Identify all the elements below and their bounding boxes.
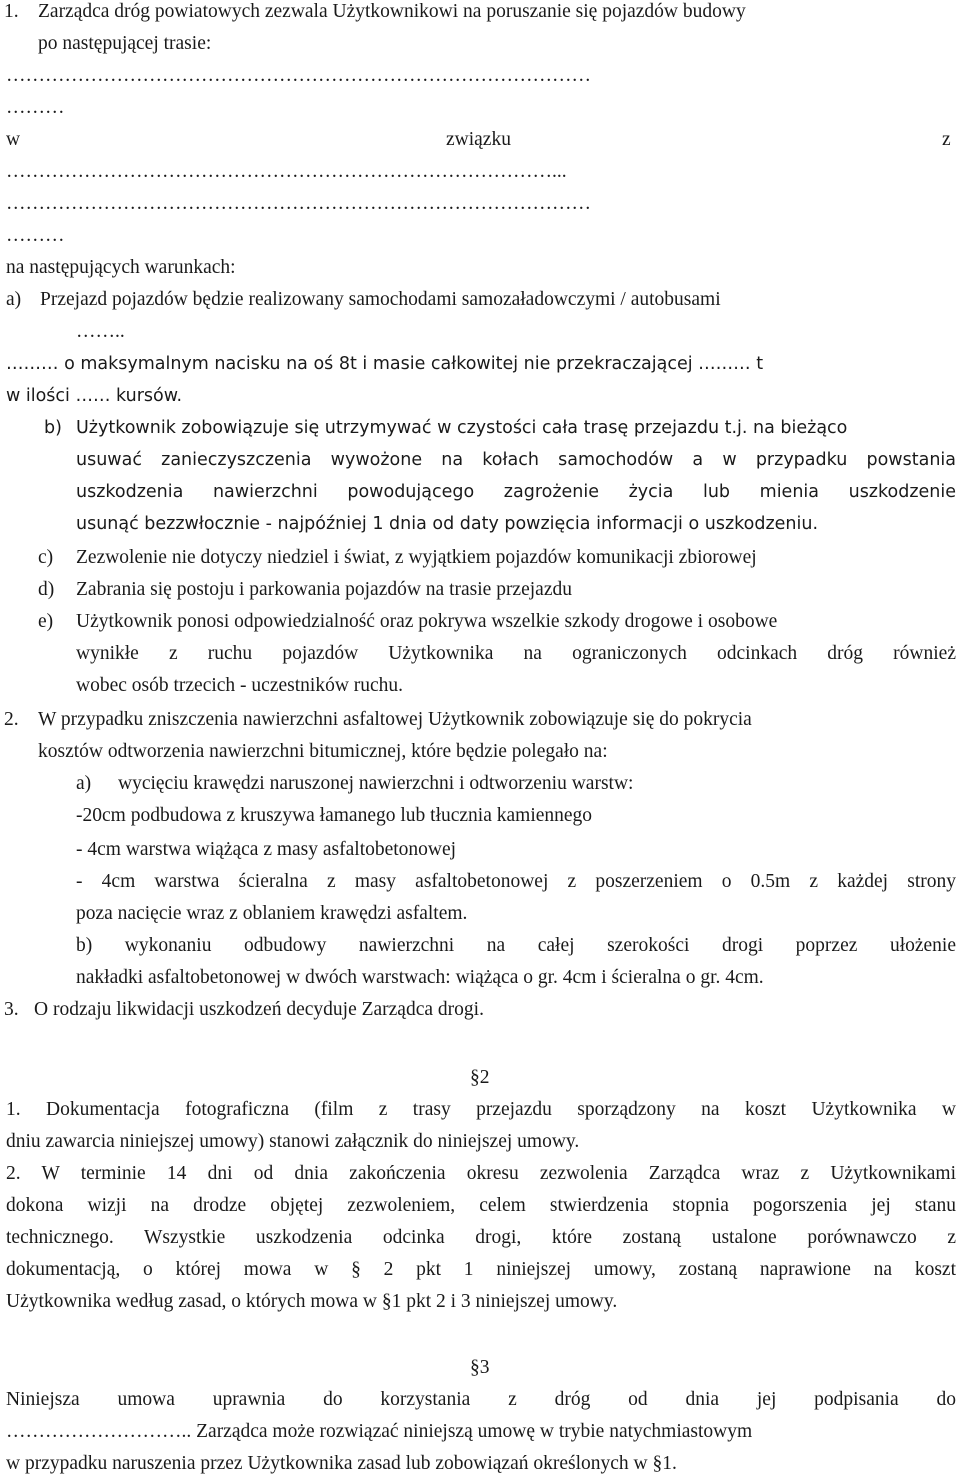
condition-b-line-3: uszkodzenia nawierzchni powodującego zagrożenie życia lub mienia uszkodzenie (76, 482, 956, 502)
item-2a-label: a) (76, 773, 92, 794)
section-3-line-1: Niniejsza umowa uprawnia do korzystania z dróg od dnia jej podpisania do (6, 1389, 956, 1410)
condition-a-label: a) (6, 289, 22, 310)
item-1-number: 1. (4, 1, 19, 22)
section-2-p2-line-5: Użytkownika według zasad, o których mowa w §1 pkt 2 i 3 niniejszej umowy. (6, 1291, 618, 1312)
item-2a-line-2: -20cm podbudowa z kruszywa łamanego lub tłucznia kamiennego (76, 805, 593, 826)
item-2b-line-1: b) wykonaniu odbudowy nawierzchni na całej szerokości drogi poprzez ułożenie (76, 935, 956, 956)
item-2a-line-3: - 4cm warstwa wiążąca z masy asfaltobetonowej (76, 839, 457, 860)
condition-e-label: e) (38, 611, 54, 632)
section-2-p1-line-1: 1. Dokumentacja fotograficzna (film z trasy przejazdu sporządzony na koszt Użytkownika w (6, 1099, 956, 1120)
item-2-line-2: kosztów odtworzenia nawierzchni bitumicznej, które będzie polegało na: (38, 741, 608, 762)
section-2-p2-line-3: technicznego. Wszystkie uszkodzenia odcinka drogi, które zostaną ustalone porównawczo z (6, 1227, 956, 1248)
section-3-line-2-text: . Zarządca może rozwiązać niniejszą umowę w trybie natychmiastowym (186, 1421, 753, 1442)
condition-a-line-2: …….. (76, 321, 125, 342)
section-2-p2-line-2: dokona wizji na drodze objętej zezwoleniem, celem stwierdzenia stopnia pogorszenia jej stanu (6, 1195, 956, 1216)
condition-e-line-3: wobec osób trzecich - uczestników ruchu. (76, 675, 404, 696)
word-w: w (6, 129, 21, 150)
condition-c-line-1: Zezwolenie nie dotyczy niedziel i świat, z wyjątkiem pojazdów komunikacji zbiorowej (76, 547, 757, 568)
reason-dots-1: …………………………………………………………………………... (6, 161, 567, 182)
route-dots-1: ……………………………………………………………………………… (6, 65, 591, 86)
conditions-intro: na następujących warunkach: (6, 257, 236, 278)
item-2a-line-1: wycięciu krawędzi naruszonej nawierzchni i odtworzeniu warstw: (118, 773, 634, 794)
condition-b-label: b) (44, 418, 62, 438)
route-dots-2: ……… (6, 97, 65, 118)
condition-e-line-2: wynikłe z ruchu pojazdów Użytkownika na ograniczonych odcinkach dróg również (76, 643, 956, 664)
section-2-p1-line-2: dniu zawarcia niniejszej umowy) stanowi załącznik do niniejszej umowy. (6, 1131, 580, 1152)
section-3-line-3: w przypadku naruszenia przez Użytkownika zasad lub zobowiązań określonych w §1. (6, 1453, 677, 1474)
word-zwiazku: związku (446, 129, 511, 150)
reason-dots-2: ……………………………………………………………………………… (6, 193, 591, 214)
section-2-p2-line-1: 2. W terminie 14 dni od dnia zakończenia okresu zezwolenia Zarządca wraz z Użytkownikami (6, 1163, 956, 1184)
condition-c-label: c) (38, 547, 54, 568)
condition-e-line-1: Użytkownik ponosi odpowiedzialność oraz pokrywa wszelkie szkody drogowe i osobowe (76, 611, 778, 632)
item-1-line-2: po następującej trasie: (38, 33, 212, 54)
condition-b-line-4: usunąć bezzwłocznie - najpóźniej 1 dnia od daty powzięcia informacji o uszkodzeniu. (76, 514, 819, 534)
item-3-number: 3. (4, 999, 19, 1020)
condition-d-label: d) (38, 579, 55, 600)
word-z: z (942, 129, 951, 150)
item-2b-line-2: nakładki asfaltobetonowej w dwóch warstwach: wiążąca o gr. 4cm i ścieralna o gr. 4cm. (76, 967, 764, 988)
condition-a-line-4: w ilości …… kursów. (6, 386, 183, 406)
item-1-line-1: Zarządca dróg powiatowych zezwala Użytkownikowi na poruszanie się pojazdów budowy (38, 1, 746, 22)
section-3-date-dots: ………………………. (6, 1421, 187, 1442)
item-2-line-1: W przypadku zniszczenia nawierzchni asfaltowej Użytkownik zobowiązuje się do pokrycia (38, 709, 752, 730)
condition-d-line-1: Zabrania się postoju i parkowania pojazdów na trasie przejazdu (76, 579, 572, 600)
item-3-line-1: O rodzaju likwidacji uszkodzeń decyduje Zarządca drogi. (34, 999, 484, 1020)
condition-b-line-2: usuwać zanieczyszczenia wywożone na kołach samochodów a w przypadku powstania (76, 450, 956, 470)
condition-a-line-1: Przejazd pojazdów będzie realizowany samochodami samozaładowczymi / autobusami (40, 289, 721, 310)
section-2-heading: §2 (470, 1067, 490, 1088)
item-2-number: 2. (4, 709, 19, 730)
condition-b-line-1: Użytkownik zobowiązuje się utrzymywać w czystości cała trasę przejazdu t.j. na bieżąco (76, 418, 848, 438)
section-2-p2-line-4: dokumentacją, o której mowa w § 2 pkt 1 niniejszej umowy, zostaną naprawione na koszt (6, 1259, 956, 1280)
item-2a-line-4: - 4cm warstwa ścieralna z masy asfaltobetonowej z poszerzeniem o 0.5m z każdej strony (76, 871, 956, 892)
condition-a-line-3: ……… o maksymalnym nacisku na oś 8t i masie całkowitej nie przekraczającej ……… t (6, 354, 764, 374)
section-3-line-2 (6, 1420, 956, 1444)
section-3-heading: §3 (470, 1357, 490, 1378)
item-2a-line-5: poza nacięcie wraz z oblaniem krawędzi asfaltem. (76, 903, 468, 924)
reason-dots-3: ……… (6, 225, 65, 246)
